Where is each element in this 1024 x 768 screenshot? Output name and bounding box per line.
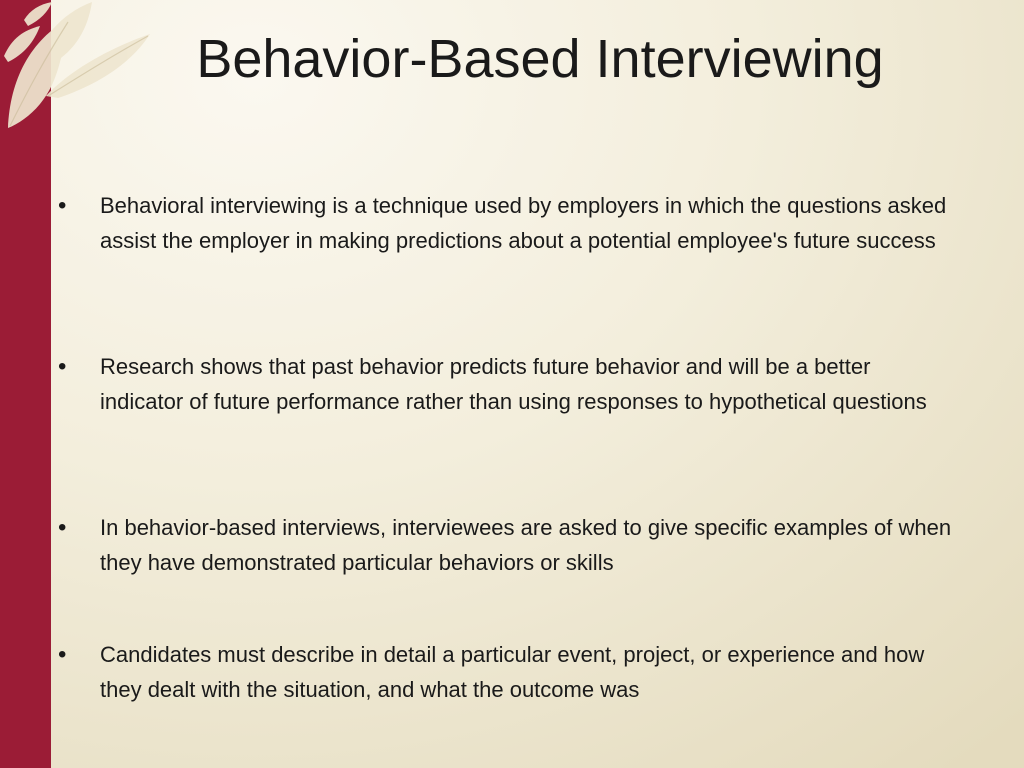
bullet-icon: • [58, 514, 67, 541]
bullet-item [58, 510, 958, 580]
bullet-item [58, 637, 958, 707]
bullet-text: Research shows that past behavior predicts future behavior and will be a better indicator of future performance rather than using responses to hypothetical questions [100, 354, 927, 414]
bullet-text: In behavior-based interviews, interviewees are asked to give specific examples of when they have demonstrated particular behaviors or skills [100, 515, 952, 575]
bullet-icon: • [58, 353, 67, 380]
bullet-text: Behavioral interviewing is a technique used by employers in which the questions asked assist the employer in making predictions about a potential employee's future success [100, 193, 947, 253]
bullet-icon: • [58, 641, 67, 668]
slide-title: Behavior-Based Interviewing [196, 29, 884, 89]
bullet-text: Candidates must describe in detail a particular event, project, or experience and how they dealt with the situation, and what the outcome was [100, 642, 925, 702]
bullet-item [58, 188, 958, 258]
bullet-icon: • [58, 192, 67, 219]
bullet-item [58, 349, 958, 419]
